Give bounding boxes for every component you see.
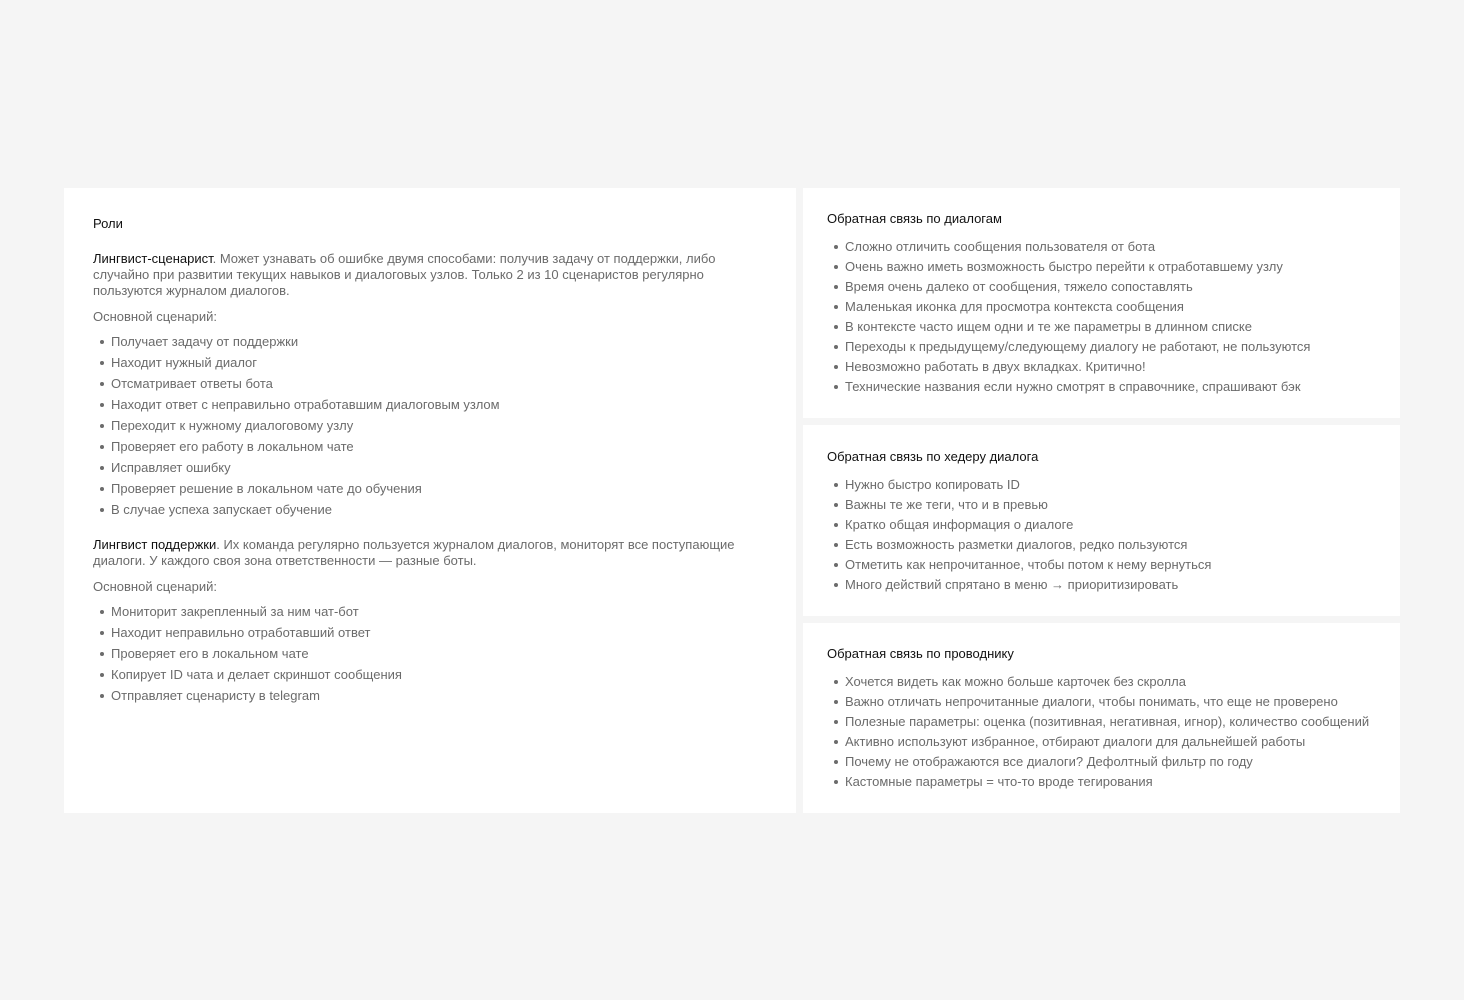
list-item: Важно отличать непрочитанные диалоги, чтобы понимать, что еще не проверено (827, 694, 1377, 714)
list-item: Технические названия если нужно смотрят в справочнике, спрашивают бэк (827, 379, 1377, 399)
scenarist-name: Лингвист-сценарист (93, 251, 213, 266)
roles-card (64, 188, 796, 813)
list-item: Очень важно иметь возможность быстро перейти к отработавшему узлу (827, 259, 1377, 279)
list-item: Маленькая иконка для просмотра контекста сообщения (827, 299, 1377, 319)
list-item: Исправляет ошибку (93, 460, 767, 481)
list-item: Проверяет решение в локальном чате до обучения (93, 481, 767, 502)
support-description (93, 537, 767, 569)
list-item: Невозможно работать в двух вкладках. Критично! (827, 359, 1377, 379)
feedback-dialogs-card (803, 188, 1400, 418)
scenarist-description (93, 251, 767, 299)
feedback-header-card (803, 425, 1400, 616)
support-name: Лингвист поддержки (93, 537, 217, 552)
list-item: Находит нужный диалог (93, 355, 767, 376)
feedback-header-list (827, 477, 1377, 597)
scenarist-steps-list (93, 334, 767, 523)
list-item: Много действий спрятано в меню → приоритизировать (827, 577, 1377, 597)
feedback-dialogs-list (827, 239, 1377, 399)
list-item: Кастомные параметры = что-то вроде тегирования (827, 774, 1377, 794)
list-item: Отсматривает ответы бота (93, 376, 767, 397)
list-item: Хочется видеть как можно больше карточек без скролла (827, 674, 1377, 694)
scenarist-scenario-label: Основной сценарий: (93, 309, 218, 324)
roles-title: Роли (93, 216, 123, 231)
list-item: Мониторит закрепленный за ним чат-бот (93, 604, 767, 625)
list-item: Кратко общая информация о диалоге (827, 517, 1377, 537)
support-scenario-label: Основной сценарий: (93, 579, 218, 594)
list-item: Переходы к предыдущему/следующему диалогу не работают, не пользуются (827, 339, 1377, 359)
feedback-explorer-title: Обратная связь по проводнику (827, 646, 1014, 661)
support-steps-list (93, 604, 767, 709)
list-item: Нужно быстро копировать ID (827, 477, 1377, 497)
feedback-explorer-card (803, 623, 1400, 813)
list-item: Получает задачу от поддержки (93, 334, 767, 355)
list-item: Полезные параметры: оценка (позитивная, негативная, игнор), количество сообщений (827, 714, 1377, 734)
list-item: Важны те же теги, что и в превью (827, 497, 1377, 517)
list-item: Активно используют избранное, отбирают диалоги для дальнейшей работы (827, 734, 1377, 754)
list-item: Сложно отличить сообщения пользователя от бота (827, 239, 1377, 259)
list-item: Отправляет сценаристу в telegram (93, 688, 767, 709)
list-item: Находит неправильно отработавший ответ (93, 625, 767, 646)
role-support (93, 537, 767, 709)
list-item: Отметить как непрочитанное, чтобы потом к нему вернуться (827, 557, 1377, 577)
support-text: . Их команда регулярно пользуется журналом диалогов, мониторят все поступающие диалоги. У каждого своя зона ответственности — разные боты. (93, 537, 735, 568)
feedback-dialogs-title: Обратная связь по диалогам (827, 211, 1002, 226)
list-item: В контексте часто ищем одни и те же параметры в длинном списке (827, 319, 1377, 339)
list-item: Переходит к нужному диалоговому узлу (93, 418, 767, 439)
feedback-header-title: Обратная связь по хедеру диалога (827, 449, 1039, 464)
list-item: Копирует ID чата и делает скриншот сообщения (93, 667, 767, 688)
list-item: Проверяет его работу в локальном чате (93, 439, 767, 460)
list-item: Время очень далеко от сообщения, тяжело сопоставлять (827, 279, 1377, 299)
feedback-explorer-list (827, 674, 1377, 794)
scenarist-text: . Может узнавать об ошибке двумя способами: получив задачу от поддержки, либо случайно при развитии текущих навыков и диалоговых узлов. Только 2 из 10 сценаристов регулярно пользуются журналом диалогов. (93, 251, 716, 298)
list-item: Проверяет его в локальном чате (93, 646, 767, 667)
list-item: Находит ответ с неправильно отработавшим диалоговым узлом (93, 397, 767, 418)
list-item: Есть возможность разметки диалогов, редко пользуются (827, 537, 1377, 557)
list-item: Почему не отображаются все диалоги? Дефолтный фильтр по году (827, 754, 1377, 774)
list-item: В случае успеха запускает обучение (93, 502, 767, 523)
role-scenarist (93, 251, 767, 523)
